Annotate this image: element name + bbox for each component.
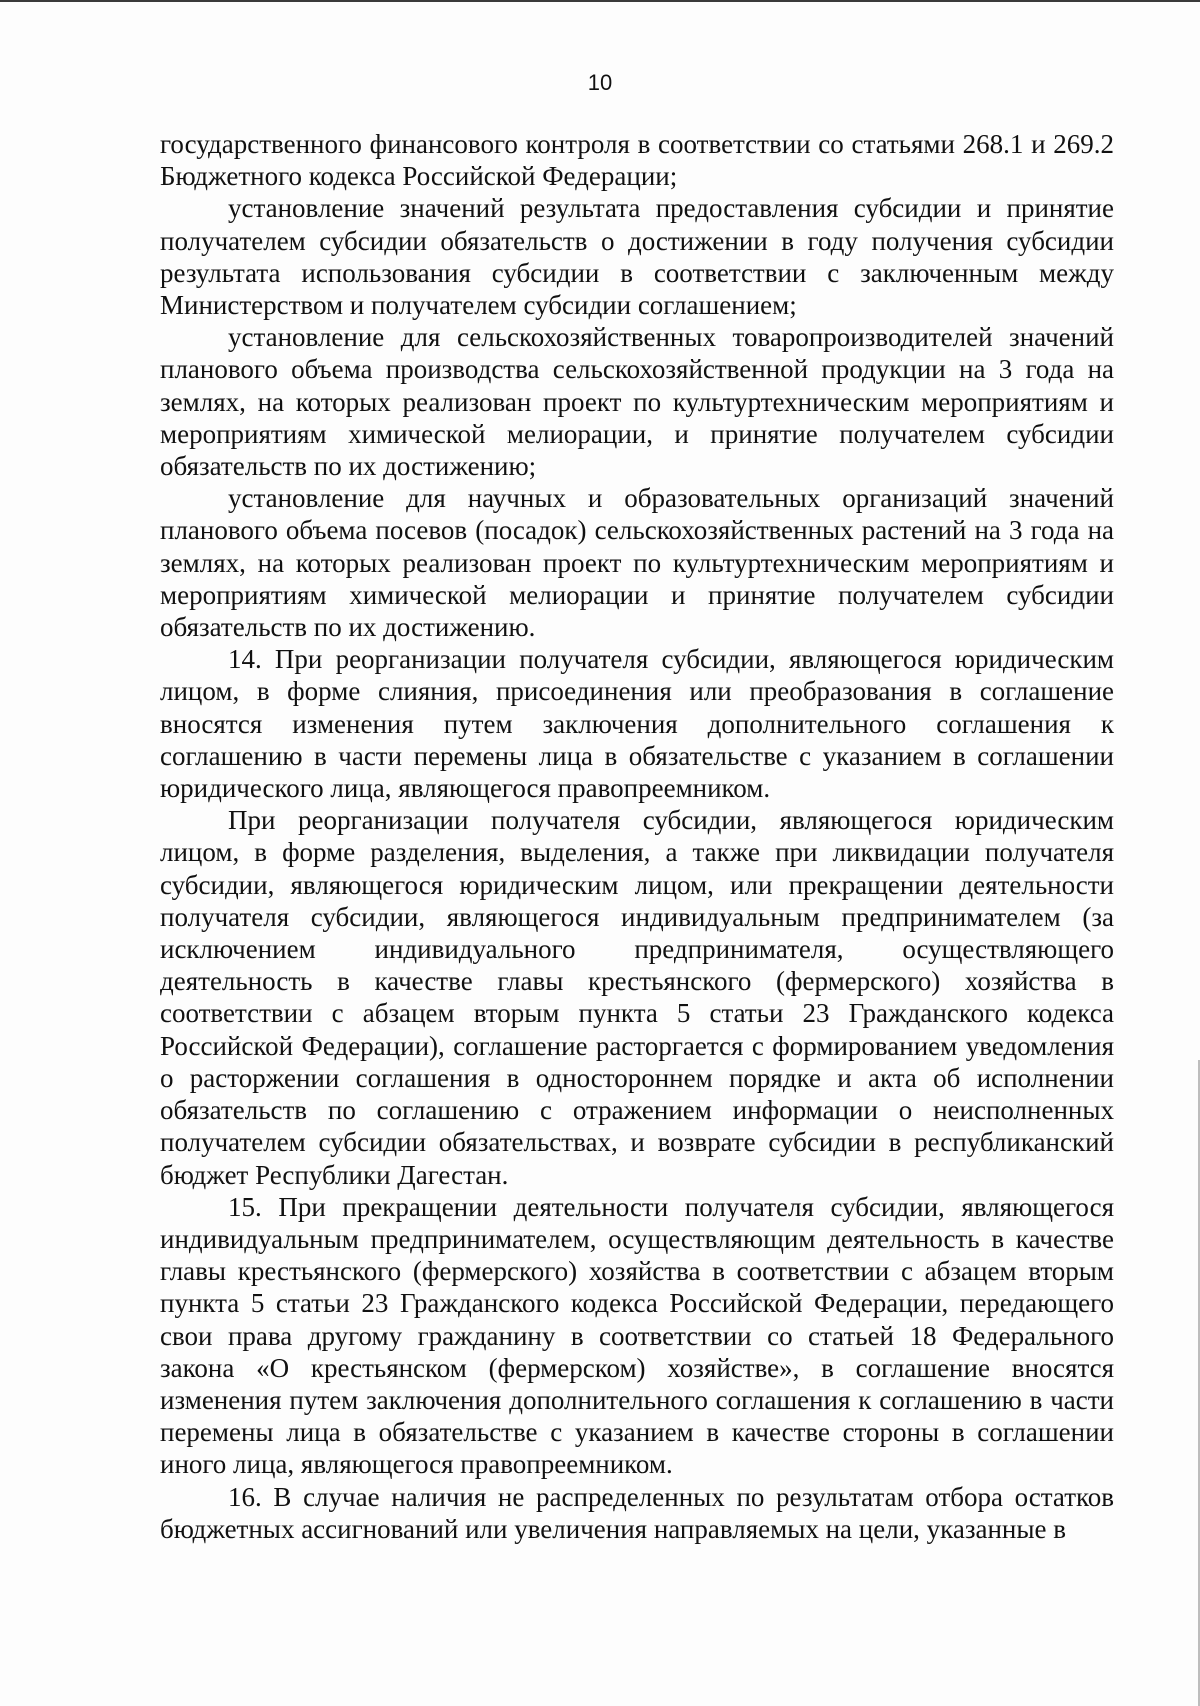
page-number: 10 xyxy=(587,70,613,95)
paragraph-item-16: 16. В случае наличия не распределенных по результатам отбора остатков бюджетных ассигнований или увеличения направляемых на цели, указанные в xyxy=(160,1481,1114,1544)
paragraph-result-values: установление значений результата предоставления субсидии и принятие получателем субсидии обязательств о достижении в году получения субсидии результата использования субсидии в соответствии с заключенным между Министерством и получателем субсидии соглашением; xyxy=(160,193,1114,321)
paragraph-continuation: государственного финансового контроля в соответствии со статьями 268.1 и 269.2 Бюджетного кодекса Российской Федерации; xyxy=(160,129,1114,192)
document-body xyxy=(160,128,1114,1545)
paragraph-science-organizations: установление для научных и образовательных организаций значений планового объема посевов (посадок) сельскохозяйственных растений на 3 года на землях, на которых реализован проект по культуртехническим мероприятиям и мероприятиям химической мелиорации и принятие получателем субсидии обязательств по их достижению. xyxy=(160,483,1114,643)
paragraph-item-14: 14. При реорганизации получателя субсидии, являющегося юридическим лицом, в форме слияния, присоединения или преобразования в соглашение вносятся изменения путем заключения дополнительного соглашения к соглашению в части перемены лица в обязательстве с указанием в соглашении юридического лица, являющегося правопреемником. xyxy=(160,644,1114,804)
scan-top-edge xyxy=(0,0,1200,2)
paragraph-item-15: 15. При прекращении деятельности получателя субсидии, являющегося индивидуальным предпринимателем, осуществляющим деятельность в качестве главы крестьянского (фермерского) хозяйства в соответствии с абзацем вторым пункта 5 статьи 23 Гражданского кодекса Российской Федерации, передающего свои права другому гражданину в соответствии со статьей 18 Федерального закона «О крестьянском (фермерском) хозяйстве», в соглашение вносятся изменения путем заключения дополнительного соглашения к соглашению в части перемены лица в обязательстве с указанием в качестве стороны в соглашении иного лица, являющегося правопреемником. xyxy=(160,1191,1114,1480)
paragraph-reorganization: При реорганизации получателя субсидии, являющегося юридическим лицом, в форме разделения, выделения, а также при ликвидации получателя субсидии, являющегося юридическим лицом, или прекращении деятельности получателя субсидии, являющегося индивидуальным предпринимателем (за исключением индивидуального предпринимателя, осуществляющего деятельность в качестве главы крестьянского (фермерского) хозяйства в соответствии с абзацем вторым пункта 5 статьи 23 Гражданского кодекса Российской Федерации), соглашение расторгается с формированием уведомления о расторжении соглашения в одностороннем порядке и акта об исполнении обязательств по соглашению с отражением информации о неисполненных получателем субсидии обязательствах, и возврате субсидии в республиканский бюджет Республики Дагестан. xyxy=(160,805,1114,1190)
paragraph-agri-producers: установление для сельскохозяйственных товаропроизводителей значений планового объема производства сельскохозяйственной продукции на 3 года на землях, на которых реализован проект по культуртехническим мероприятиям и мероприятиям химической мелиорации, и принятие получателем субсидии обязательств по их достижению; xyxy=(160,322,1114,482)
